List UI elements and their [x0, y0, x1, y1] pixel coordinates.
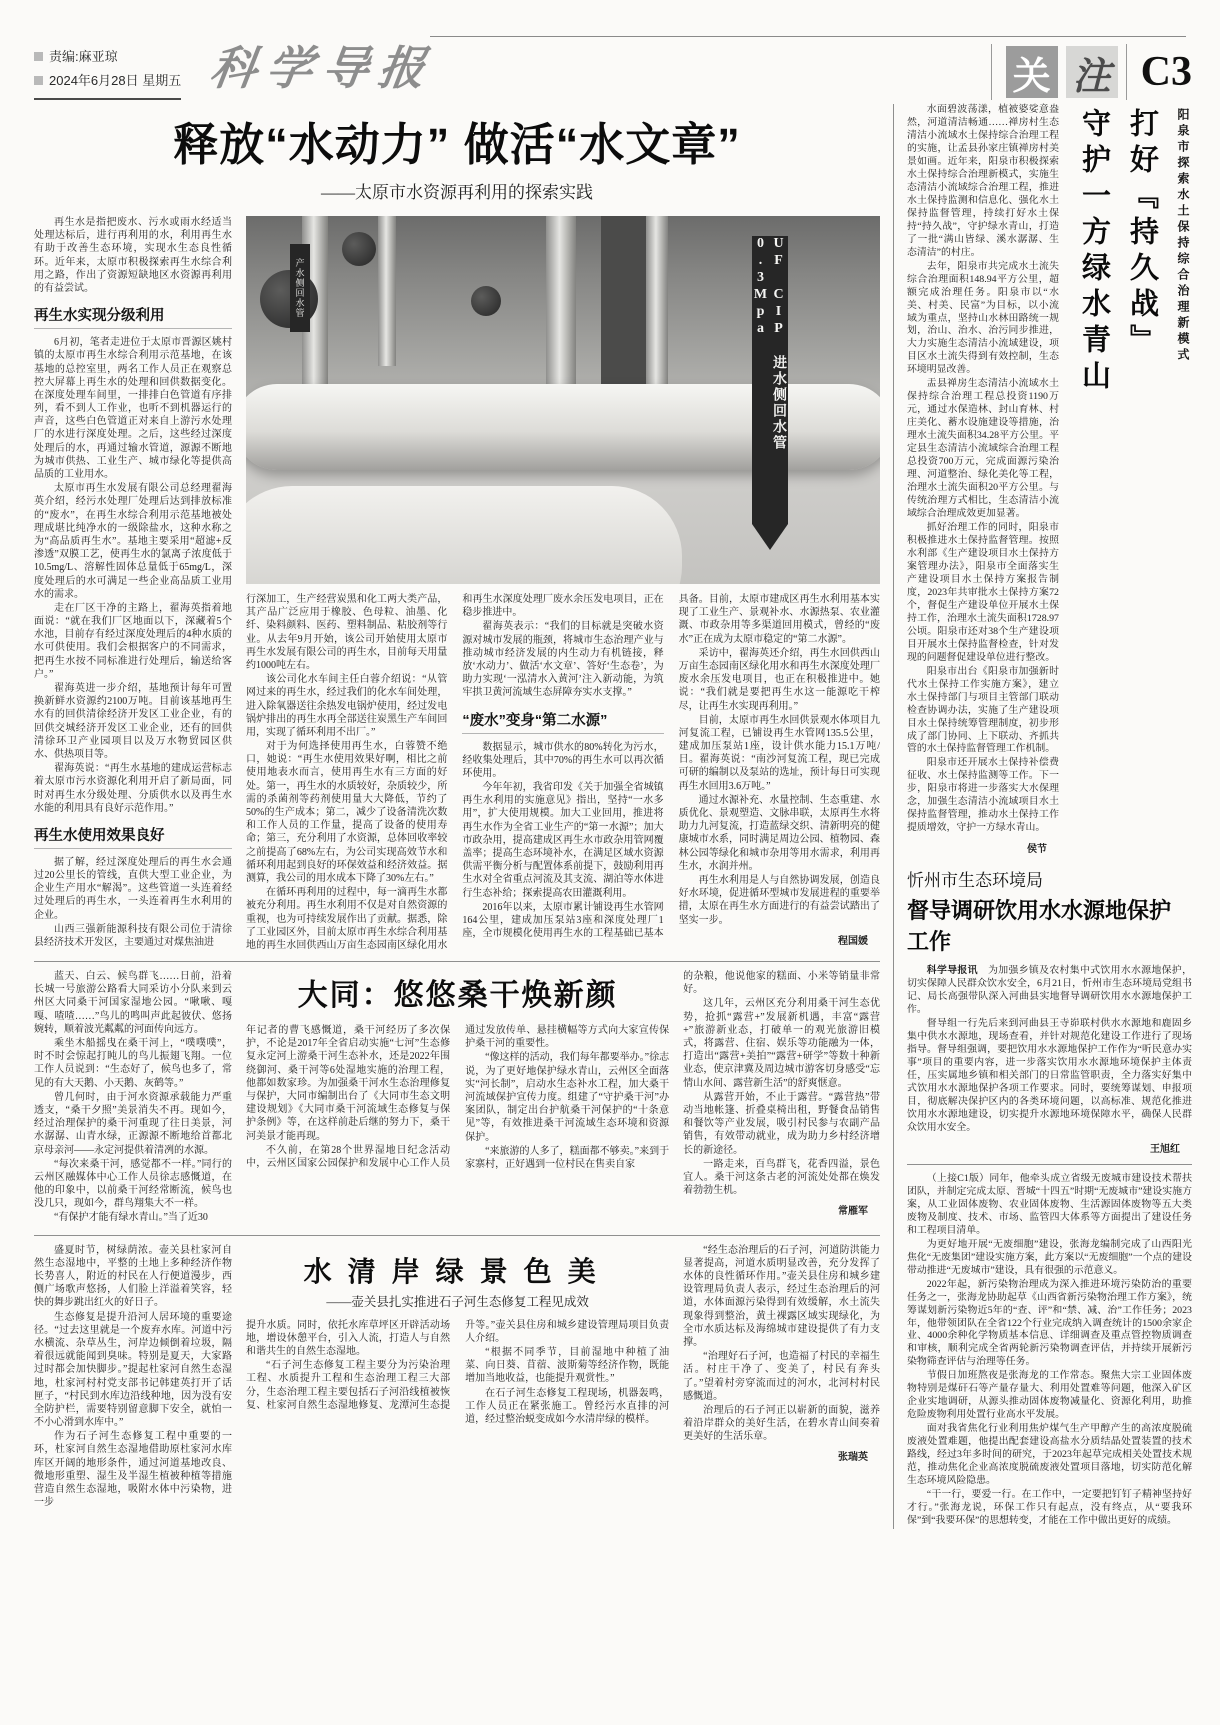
main-article-columns [246, 593, 880, 952]
paragraph: 走在厂区干净的主路上，翟海英指着地面说：“就在我们厂区地面以下，深藏着5个水池，目前存有经过深度处理后的4种水质的水可供使用。我们会根据客户的不同需求，把再生水按不同标准进行处理后，输送给客户。” [34, 602, 232, 680]
bullet-square-icon [34, 76, 43, 85]
paragraph: 盛夏时节，树绿荫浓。壶关县杜家河自然生态湿地中，平整的土地上多种经济作物长势喜人，附近的村民在人行便道漫步，西侧广场歌声悠扬，人们脸上洋溢着笑容，轻快的舞步跳出红火的好日子。 [34, 1244, 232, 1309]
huguan-article [34, 1244, 880, 1511]
huguan-right-col [683, 1244, 880, 1511]
paragraph: 采访中，翟海英还介绍，再生水回供西山万亩生态园南区绿化用水和再生水深度处理厂废水余压发电项目，也正在积极推进中。她说：“我们就是要把再生水这一能源吃干榨尽，让再生水实现再利用。” [678, 647, 880, 712]
paragraph: 在石子河生态修复工程现场，机器轰鸣，工作人员正在紧张施工。曾经污水直排的河道，经过整治蜕变成如今水清岸绿的模样。 [465, 1387, 670, 1425]
paragraph: 通过水源补充、水量控制、生态重建、水质优化、景观塑造、文脉串联，太原再生水将助力九河复流，打造蓝绿交织、清新明亮的健康城市水系，同时满足周边公园、植物园、森林公园等绿化和城市杂用等用水需求，利用再生水，水润并州。 [678, 794, 880, 872]
valve-shape [342, 232, 376, 266]
paragraph [907, 965, 1192, 1017]
article-subtitle: ——太原市水资源再利用的探索实践 [321, 183, 593, 202]
byline: 张瑞英 [838, 1452, 868, 1464]
paragraph: “根据不同季节，目前湿地中种植了油菜、向日葵、苜蓿、波斯菊等经济作物，既能增加当地收益，也能提升观赏性。” [465, 1347, 670, 1385]
paragraph: 年记者的曹飞感慨道，桑干河经历了多次保护，不论是2017年全省启动实施“七河”生态修复永定河上游桑干河生态补水，还是2022年围绕御河、桑干河等6处湿地实施的治理工程，他都如数家珍。为加强桑干河水生态治理修复与保护，大同市编制出台了《大同市生态文明建设规划》《大同市桑干河流域生态修复与保护条例》等，在这样前赴后继的努力下，桑干河美景才能再现。 [246, 1025, 451, 1142]
paragraph: 翟海英表示：“我们的目标就是突破水资源对城市发展的瓶颈，将城市生态治理产业与推动城市经济发展的内生动力有机链接，释放‘水动力’、做活‘水文章’、答好‘生态卷’，为助力实现‘一泓清水入黄河’注入新动能，为筑牢拱卫黄河流域生态屏障夯实水支撑。” [462, 621, 664, 699]
right-section [893, 104, 1192, 1529]
paragraph: “来旅游的人多了，糕面都不够卖。”来到于家寨村，正好遇到一位村民在售卖自家 [465, 1145, 670, 1170]
paragraph: 该公司化水车间主任白蓉介绍说：“从管网过来的再生水，经过我们的化水车间处理，进入除氧器送往余热发电锅炉使用，经过发电锅炉排出的再生水再全部送往炭黑生产车间回用，实现了循环利用不出厂。” [246, 674, 448, 738]
paragraph: 再生水是指把废水、污水或雨水经适当处理达标后，进行再利用的水，利用再生水有助于改善生态环境，实现水生态良性循环。近年来，太原市积极探索再生水综合利用之路，作出了资源短缺地区水资源再利用的有益尝试。 [34, 217, 232, 294]
paragraph: “经生态治理后的石子河，河道防洪能力显著提高，河道水质明显改善，充分发挥了水体的良性循环作用。”壶关县住房和城乡建设管理局负责人表示，经过生态治理后的河道，水体面源污染得到有效缓解，水土流失现象得到整治，黄土裸露区域实现绿化，为全市水质达标及海绵城市建设提供了有力支撑。 [683, 1244, 880, 1348]
section-subhead: 再生水实现分级利用 [34, 304, 232, 329]
valve-shape [471, 286, 501, 316]
paragraph: 督导组一行先后来到河曲县王寺峁联村供水水源地和鹿固乡集中供水水源地，现场查看，并针对规范化建设工作进行了现场指导。督导组强调，要把饮用水水源地保护工作作为“听民意办实事”项目的重要内容，进一步落实饮用水水源地环境保护主体责任，压实属地乡镇和相关部门的日常监管职责，全力落实好集中式饮用水水源地保护各项工作要求。同时，要统筹谋划、申报项目，彻底解决保护区内的各类环境问题，以高标准、规范化推进饮用水水源地建设，切实提升水源地环境保障水平，确保人民群众饮用水安全。 [907, 1018, 1192, 1133]
xinzhou-article [907, 866, 1192, 1155]
xinzhou-headline: 督导调研饮用水水源地保护工作 [907, 898, 1172, 955]
yangquan-kicker: 阳泉市探索水土保持综合治理新模式 [1176, 108, 1190, 364]
paragraph: 翟海英说：“再生水基地的建成运营标志着太原市污水资源化利用开启了新局面，同时对再生水分级处理、分质供水以及再生水水能的利用具有良好示范作用。” [34, 763, 232, 814]
paragraph: 水面碧波荡漾，植被婆娑意盎然，河道清洁畅通……禅房村生态清洁小流域水土保持综合治理工程的实施，让孟县孙家庄镇禅房村美景如画。近年来，阳泉市积极探索水土保持综合治理新模式，实施生态清洁小流域综合治理工程，推进水土保持监测和信息化、强化水土保持监督管理，持续打好水土保持“持久战”，守护绿水青山，打造了一批“满山皆绿、溪水潺潺、生态清洁”的村庄。 [907, 104, 1059, 258]
page-header [34, 22, 1192, 100]
article-headline: 释放“水动力” 做活“水文章” [173, 119, 741, 170]
paragraph: “有保护才能有绿水青山。”当了近30 [54, 1212, 208, 1224]
page-number: C3 [1126, 44, 1192, 100]
byline: 常雁军 [838, 1206, 868, 1218]
section-badge-light: 注 [1066, 46, 1118, 98]
paragraph: 山西三强新能源科技有限公司位于清徐县经济技术开发区，主要通过对煤焦油进 [34, 923, 232, 948]
editor-name: 责编:麻亚琼 [49, 48, 118, 64]
paragraph: 盂县禅房生态清洁小流域水土保持综合治理工程总投资1190万元，通过水保造林、封山育林、村庄美化、蓄水设施建设等措施，治理水土流失面积34.28平方公里。平定县生态清洁小流域综合治理工程总投资700万元，完成面源污染治理、河道整治、绿化美化等工程，治理水土流失面积20平方公里。与传统治理方式相比，生态清洁小流域综合治理成效更加显著。 [907, 378, 1059, 520]
paragraph: 行深加工，生产经营炭黑和化工两大类产品，其产品广泛应用于橡胶、色母粒、油墨、化纤、染料颜料、医药、塑料制品、粘胶剂等行业。从去年9月开始，该公司开始使用太原市再生水发展有限公司的再生水，目前每天用量约1000吨左右。 [246, 594, 448, 671]
paragraph: “像这样的活动，我们每年都要举办。”徐志说，为了更好地保护绿水青山，云州区全面落实“河长制”，启动水生态补水工程，加大桑干河流域保护宣传力度。组建了“守护桑干河”办案团队，制定出台护航桑干河保护的“十条意见”等，有效推进桑干河流域生态环境和资源保护。 [465, 1052, 670, 1143]
divider [34, 961, 880, 962]
yangquan-vertical-headline [1067, 104, 1192, 784]
editor-meta [34, 45, 181, 100]
tank-shape [246, 486, 682, 584]
masthead-logo: 科学导报 [207, 43, 439, 94]
yangquan-article [907, 104, 1192, 855]
bullet-square-icon [34, 52, 43, 61]
pipe-shape [646, 216, 668, 401]
paragraph: 抓好治理工作的同时，阳泉市积极推进水土保持监督管理。按照水利部《生产建设项目水土保持方案管理办法》，阳泉市全面落实生产建设项目水土保持方案报告制度，2023年共审批水土保持方案72个，督促生产建设单位开展水土保持工作，治理水土流失面积1728.97公顷。阳泉市还对38个生产建设项目开展水土保持监督检查，针对发现的问题督促建设单位进行整改。 [907, 522, 1059, 663]
editor-line [34, 45, 181, 70]
paragraph: 生态修复是提升沿河人居环境的重要途径。“过去这里就是一个废弃水库。河道中污水横流、杂草丛生，河岸边倾倒着垃圾，隔着很远就能闻到臭味。特别是夏天，大家路过时都会加快脚步。”提起杜家河自然生态湿地，杜家河村村党支部书记韩建英打开了话匣子，“村民到水库边沿线种地，因为没有安全防护栏，需要特别留意脚下安全，就怕一不小心滑到水库中。” [34, 1311, 232, 1429]
paragraph: 为更好地开展“无废细胞”建设，张海龙编制完成了山西阳光焦化“无废集团”建设实施方案，此方案以“无废细胞”一个点的建设带动推进“无废城市”建设，具有很强的示范意义。 [907, 1238, 1192, 1276]
huguan-subtitle: ——壶关县扎实推进石子河生态修复工程见成效 [326, 1294, 589, 1309]
paragraph: 翟海英进一步介绍，基地预计每年可置换新鲜水资源约2100万吨。目前该基地再生水有的回供清徐经济开发区工业企业，有的回供交城经济开发区工业企业，还有的回供清徐环卫产业园项目以及万水物贸园区供水、供热项目等。 [34, 683, 232, 760]
datong-right-col [683, 970, 880, 1226]
section-badge-dark: 关 [1006, 46, 1058, 98]
section-subhead: 再生水使用效果良好 [34, 824, 232, 849]
yangquan-title-line1: 打好『持久战』 [1126, 108, 1158, 360]
paragraph: 提升水质。同时，依托水库草坪区开辟活动场地，增设休憩平台，引入人流，打造人与自然和谐共生的自然生态湿地。 [246, 1319, 451, 1357]
divider [34, 1235, 880, 1236]
paragraph: 2016年以来，太原市累计铺设再生水管网164公里，建成加压泵站3座和深度处理厂1座，全市规模化使用再生水的工程基础已基本具备。目前，太原市建成区再生水利用基本实现了工业生产、景观补水、水源热泵、农业灌溉、市政杂用等多渠道回用模式，曾经的“废水”正在成为太原市稳定的“第二水源”。 [462, 594, 880, 940]
paragraph: （上接C1版）同年，他牵头成立省级无废城市建设技术帮扶团队，并制定完成太原、晋城“十四五”时期“无废城市”建设实施方案，从工业固体废物、农业固体废物、生活源固体废物等五大类废物及制度、技术、市场、监管四大体系等方面提出了建设任务和工程项目清单。 [907, 1172, 1192, 1236]
article-photo [246, 216, 880, 584]
paragraph: 6月初，笔者走进位于太原市晋源区姚村镇的太原市再生水综合利用示范基地，在该基地的总控室里，两名工作人员正在观察总控大屏幕上再生水的处理和回供数据变化。在深度处理车间里，一排排白色管道有序排列，看不到人工作业，也听不到机器运行的声音，这些白色管道正对来自上游污水处理厂的水进行深度处理。之后，这些经过深度处理后的水，再通过输水管道，源源不断地为城市供热、工业生产、城市绿化等提供高品质的工业用水。 [34, 337, 232, 480]
paragraph: 这几年，云州区充分利用桑干河生态优势，抢抓“露营+”发展新机遇，丰富“露营+”旅游新业态，打破单一的观光旅游旧模式，将露营、住宿、娱乐等功能融为一体，打造出“露营+美拍”“露营+研学”等数十种新业态，使京津冀及周边城市游客切身感受“忘情山水间、露营新生活”的舒爽惬意。 [683, 998, 880, 1089]
main-area [34, 104, 880, 1529]
divider [907, 1164, 1192, 1165]
header-rule [430, 36, 1186, 37]
down-arrow-icon [752, 524, 788, 550]
photo-label-small: 产水侧回水管 [290, 244, 310, 332]
paragraph: 阳泉市出台《阳泉市加强新时代水土保持工作实施方案》，建立水土保持部门与项目主管部门联动检查协调办法，实施了生产建设项目水土保持统筹管理制度，初步形成了部门协同、上下联动、齐抓共管的水土保持监督管理工作机制。 [907, 665, 1059, 755]
main-article [34, 108, 880, 952]
pipe-shape [378, 216, 396, 366]
paragraph: 目前，太原市再生水回供景观水体项目九河复流工程，已铺设再生水管网135.5公里，建成加压泵站1座，设计供水能力15.1万吨/日。翟海英说：“南沙河复流工程，现已完成可研的编制以及泵站的选址，预计每日可实现再生水回用3.6万吨。” [678, 714, 880, 792]
paragraph: 从露营开始，不止于露营。“露营热”带动当地帐篷、折叠桌椅出租，野餐食品销售和餐饮等产业发展，吸引村民参与农副产品销售，有效带动就业，成为助力乡村经济增长的新途径。 [683, 1091, 880, 1156]
paragraph: 2022年起，新污染物治理成为深入推进环境污染防治的重要任务之一，张海龙协助起草《山西省新污染物治理工作方案》，统筹谋划新污染物近5年的“查、评”和“禁、减、治”工作任务；2023年，他带领团队在全省122个行业完成纳入调查统计的1500余家企业、4000余种化学物质基本信息、详细调查及重点管控物质调查和审核，顺利完成全省两轮新污染物调查评估，并持续开展新污染物筛查评估与治理等任务。 [907, 1278, 1192, 1368]
huguan-col1 [34, 1244, 232, 1511]
paragraph: 曾几何时，由于河水资源承载能力严重透支，“桑干夕照”美景消失不再。现如今，经过治理保护的桑干河重现了往日美景，河水潺潺、山青水绿，正源源不断地给首都北京母亲河——永定河提供着清冽的水源。 [34, 1091, 232, 1156]
main-article-col1 [34, 216, 232, 952]
paragraph: 去年，阳泉市共完成水土流失综合治理面积148.94平方公里，超额完成治理任务。阳泉市以“水美、村美、民富”为目标，以小流域为重点，坚持山水林田路统一规划，治山、治水、治污同步推进，大力实施生态清洁小流域建设，项目区水土流失得到有效控制，生态环境明显改善。 [907, 260, 1059, 376]
photo-label-main: UF CIP 进水侧回水管 0.3Mpa [752, 236, 788, 524]
yangquan-title-line2: 守护一方绿水青山 [1078, 108, 1110, 396]
paragraph: “干一行，要爱一行。在工作中，一定要把钉钉子精神坚持好才行。”张海龙说，环保工作只有起点，没有终点，从“要我环保”到“我要环保”的思想转变，才能在工作中做出更好的成绩。 [907, 1489, 1192, 1527]
main-article-right [246, 216, 880, 952]
datong-headline: 大同：悠悠桑干焕新颜 [297, 979, 618, 1013]
datong-columns [246, 1024, 669, 1171]
datong-center [246, 970, 669, 1226]
news-lead-tag: 科学导报讯 [926, 965, 978, 977]
huguan-headline: 水清岸绿景色美 [303, 1256, 612, 1288]
issue-date: 2024年6月28日 星期五 [49, 73, 182, 89]
paragraph: 再生水利用是人与自然协调发展，创造良好水环境，促进循环型城市发展进程的重要举措，太原在再生水方面进行的有益尝试踏出了坚实一步。 [678, 874, 880, 926]
datong-col1 [34, 970, 232, 1226]
paragraph: 作为石子河生态修复工程中重要的一环，杜家河自然生态湿地借助原杜家河水库库区开阔的地形条件，通过河道基地改良、微地形重塑、湿生及半湿生植被种植等措施营造自然生态湿地，吸附水体中污染物，进一步 [34, 1431, 232, 1509]
section-subhead: “废水”变身“第二水源” [462, 709, 663, 734]
paragraph: “石子河生态修复工程主要分为污染治理工程、水质提升工程和生态治理工程三大部分，生态治理工程主要包括石子河沿线植被恢复、杜家河自然生态湿地修复、龙潭河生态提升等。”壶关县住房和城乡建设管理局项目负责人介绍。 [246, 1319, 670, 1411]
paragraph: “治理好石子河，也造福了村民的幸福生活。村庄干净了、变美了，村民有奔头了。”望着村旁穿流而过的河水，北河村村民感慨道。 [683, 1351, 880, 1402]
paragraph: 治理后的石子河正以崭新的面貌，滋养着沿岸群众的美好生活，在碧水青山间奏着更美好的生活乐章。 [683, 1404, 880, 1443]
paragraph: 面对我省焦化行业利用焦炉煤气生产甲醇产生的高浓度脱硫废液处置难题，他提出配套建设高盐水分质结晶处置装置的技术路线，经过3年多时间的研究，于2023年起草完成相关处置技术规范，推动焦化企业高浓度脱硫废液处置项目落地，切实防范化解生态环境风险隐患。 [907, 1423, 1192, 1487]
paragraph: 蓝天、白云、候鸟群飞……日前，沿着长城一号旅游公路看大同采访小分队来到云州区大同桑干河国家湿地公园。“啾啾、嘎嘎、喳喳……”鸟儿的鸣叫声此起彼伏、悠扬婉转，顺着波光粼粼的河面传向远方。 [34, 971, 232, 1035]
paragraph: 在循环再利用的过程中，每一滴再生水都被充分利用。再生水利用不仅是对自然资源的重视，也为可持续发展作出了贡献。据悉，除了工业园区外，目前太原市再生水综合利用基地的再生水回供西山万亩生态园南区绿化用水和再生水深度处理厂废水余压发电项目，正在稳步推进中。 [246, 594, 664, 951]
section-block [991, 44, 1192, 100]
paragraph: 乘坐木船摇曳在桑干河上，“噗噗噗”，时不时会惊起打盹儿的鸟儿振翅飞翔。一位工作人员说到：“生态好了，候鸟也多了，常见的有大天鹅、小天鹅、灰鹤等。” [34, 1038, 232, 1089]
continued-article [907, 1173, 1192, 1528]
main-article-body [34, 216, 880, 952]
paragraph: 节假日加班熬夜是张海龙的工作常态。聚焦大宗工业固体废物特别是煤矸石等产量存量大、利用处置难等问题，他深入矿区企业实地调研，从源头推动固体废物减量化、资源化利用，助推危险废物利用处置行业高水平发展。 [907, 1370, 1192, 1421]
page-content [34, 104, 1192, 1529]
paragraph: 的杂粮，他说他家的糕面、小米等销量非常好。 [683, 971, 880, 996]
paragraph: 数据显示，城市供水的80%转化为污水，经收集处理后，其中70%的再生水可以再次循环使用。 [462, 741, 664, 779]
huguan-center [246, 1244, 669, 1511]
paragraph: 太原市再生水发展有限公司总经理翟海英介绍，经污水处理厂处理后达到排放标准的“废水”，在再生水综合利用示范基地被处理成堪比纯净水的一级除盐水，这种水称之为“高品质再生水”。基地主要采用“超滤+反渗透”双膜工艺，使再生水的氯离子浓度低于10.5mg/L、溶解性固体总量低于65mg/L，深度处理后的水可满足一些企业高品质工业用水的需求。 [34, 483, 232, 600]
byline: 侯节 [1027, 844, 1047, 856]
date-line [34, 69, 181, 94]
paragraph: 不久前，在第28个世界湿地日纪念活动中，云州区国家公园保护和发展中心工作人员通过发放传单、悬挂横幅等方式向大家宣传保护桑干河的重要性。 [246, 1025, 670, 1169]
paragraph: 对于为何选择使用再生水，白蓉赞不绝口，她说：“再生水使用效果好啊，相比之前使用地表水而言，使用再生水有三方面的好处。第一，再生水的水质较好，杂质较少，所需的杀菌剂等药剂使用量大大降低，节约了50%的生产成本；第二，减少了设备清洗次数和工作人员的工作量，提高了设备的使用寿命；第三，充分利用了水资源，总体回收率较之前提高了68%左右，为公司实现高效节水和循环利用起到良好的环保效益和经济效益。据测算，我公司的用水成本下降了30%左右。” [246, 741, 448, 884]
xinzhou-kicker: 忻州市生态环境局 [907, 871, 1043, 891]
paragraph-text: 为加强乡镇及农村集中式饮用水水源地保护，切实保障人民群众饮水安全，6月21日，忻州市生态环境局党组书记、局长高强带队深入河曲县实地督导调研饮用水水源地保护工作。 [907, 965, 1192, 1016]
paragraph: 今年年初，我省印发《关于加强全省城镇再生水利用的实施意见》指出，坚持“一水多用”，扩大使用规模。加大工业回用，推进将再生水作为全省工业生产的“第一水源”；加大市政杂用，提高建成区再生水市政杂用管网覆盖率；提高生态环境补水，在满足区域水资源供需平衡分析与配置体系前提下，鼓励利用再生水对全省重点河流及其支流、湖泊等水体进行生态补给；探索提高农田灌溉利用。 [462, 782, 664, 899]
paragraph: 据了解，经过深度处理后的再生水会通过20公里长的管线，直供大型工业企业，为企业生产用水“解渴”。这些管道一头连着经过处理后的再生水，一头连着再生水利用的企业。 [34, 856, 232, 921]
paragraph: “每次来桑干河，感觉都不一样。”同行的云州区融媒体中心工作人员徐志感慨道，在他的印象中，以前桑干河经常断流，候鸟也没几只，现如今，群鸟翔集大不一样。 [34, 1158, 232, 1210]
byline: 程国媛 [837, 935, 868, 947]
byline: 王旭红 [1150, 1143, 1180, 1155]
paragraph: 一路走来，百鸟群飞，花香四溢，景色宜人。桑干河这条古老的河流处处都在焕发着勃勃生机。 [683, 1158, 880, 1197]
datong-article [34, 970, 880, 1226]
huguan-columns [246, 1319, 669, 1427]
paragraph: 阳泉市还开展水土保持补偿费征收、水土保持监测等工作。下一步，阳泉市将进一步落实大水保理念，加强生态清洁小流域项目水土保持监督管理，推动水土保持工作提质增效，守护一方绿水青山。 [907, 757, 1059, 834]
yangquan-body [907, 104, 1059, 855]
